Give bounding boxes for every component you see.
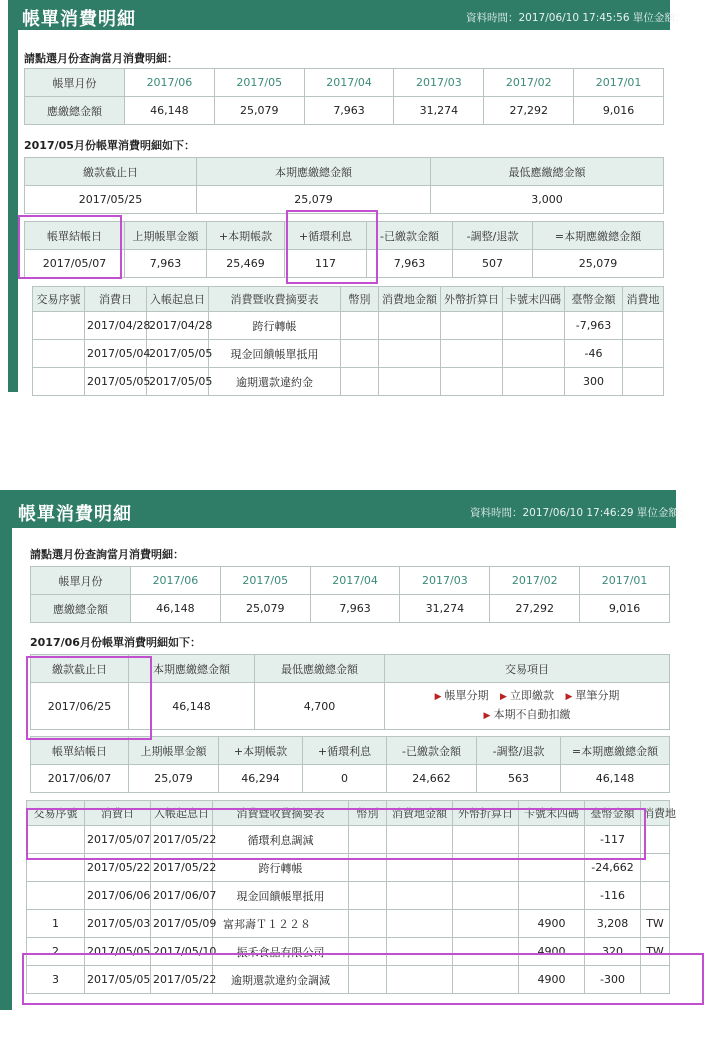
table-cell: 46,148: [125, 97, 215, 125]
table-cell: 跨行轉帳: [213, 854, 349, 882]
table-cell: 31,274: [394, 97, 484, 125]
table-cell: 117: [285, 250, 367, 278]
statement-table: [30, 736, 670, 793]
table-cell: 3: [27, 966, 85, 994]
table-cell: -24,662: [585, 854, 641, 882]
transaction-table: [32, 286, 664, 396]
table-cell: 0: [303, 765, 387, 793]
table-cell: 7,963: [304, 97, 394, 125]
table-cell: 2017/05/05: [85, 368, 147, 396]
table-cell: [341, 340, 379, 368]
table-header: 幣別: [341, 287, 379, 312]
table-cell: 富邦壽Ｔ１２２８: [213, 910, 349, 938]
table-cell: 27,292: [484, 97, 574, 125]
table-cell: 跨行轉帳: [209, 312, 341, 340]
table-cell: 2017/05/04: [85, 340, 147, 368]
bottom-content: [12, 528, 676, 1010]
table-cell: 現金回饋帳單抵用: [209, 340, 341, 368]
table-cell: 2017/05/22: [85, 854, 151, 882]
table-cell: [27, 882, 85, 910]
table-header: 帳單結帳日: [31, 737, 129, 765]
table-cell: 4900: [519, 910, 585, 938]
single-installment-link[interactable]: 單筆分期: [575, 689, 620, 702]
month-link-2017-04[interactable]: 2017/04: [304, 69, 394, 97]
table-cell: [387, 910, 453, 938]
table-cell: [379, 368, 441, 396]
month-link-2017-06[interactable]: 2017/06: [125, 69, 215, 97]
table-cell: 3,208: [585, 910, 641, 938]
table-cell: 2017/04/28: [147, 312, 209, 340]
highlight-box: [26, 656, 152, 740]
table-row: [31, 595, 670, 623]
month-link-2017-03[interactable]: 2017/03: [394, 69, 484, 97]
table-cell: 563: [477, 765, 561, 793]
installment-link[interactable]: 帳單分期: [444, 689, 489, 702]
table-cell: 2017/05/07: [85, 826, 151, 854]
page-title: 帳單消費明細: [18, 504, 132, 525]
table-row: [33, 287, 664, 312]
month-prompt: 請點選月份查詢當月消費明細：: [24, 52, 178, 65]
table-cell: 24,662: [387, 765, 477, 793]
table-cell: 2017/05/05: [85, 938, 151, 966]
table-header: 卡號末四碼: [519, 801, 585, 826]
table-header: 入帳起息日: [147, 287, 209, 312]
period-total: 25,079: [197, 186, 431, 214]
table-cell: 4900: [519, 966, 585, 994]
month-table: [24, 68, 664, 125]
table-cell: [519, 882, 585, 910]
table-header: 最低應繳總金額: [431, 158, 664, 186]
table-cell: 25,469: [207, 250, 285, 278]
table-header: +本期帳款: [207, 222, 285, 250]
table-cell: 2017/06/06: [85, 882, 151, 910]
table-row: [33, 340, 664, 368]
month-link-2017-05[interactable]: 2017/05: [214, 69, 304, 97]
highlight-box: [18, 215, 122, 279]
table-row: [27, 910, 670, 938]
table-header: 消費暨收費摘要表: [213, 801, 349, 826]
due-date: 2017/05/25: [25, 186, 197, 214]
highlight-box: [26, 808, 646, 860]
table-header: 消費日: [85, 287, 147, 312]
month-link-2017-02[interactable]: 2017/02: [490, 567, 580, 595]
table-cell: 25,079: [533, 250, 664, 278]
table-cell: 46,294: [219, 765, 303, 793]
table-header: 入帳起息日: [151, 801, 213, 826]
table-cell: 2017/05/07: [25, 250, 125, 278]
table-cell: [623, 340, 664, 368]
table-cell: TW: [641, 938, 670, 966]
bottom-header: [0, 490, 690, 528]
table-cell: 2017/05/10: [151, 938, 213, 966]
section-title: 2017/06月份帳單消費明細如下：: [30, 636, 201, 649]
table-cell: 2017/04/28: [85, 312, 147, 340]
table-row: [25, 97, 664, 125]
table-cell: 7,963: [125, 250, 207, 278]
table-cell: 2017/05/05: [85, 966, 151, 994]
month-row-label: 帳單月份: [31, 567, 131, 595]
table-cell: 2017/05/22: [151, 854, 213, 882]
table-cell: [441, 340, 503, 368]
table-cell: -300: [585, 966, 641, 994]
table-header: 臺幣金額: [565, 287, 623, 312]
table-cell: 507: [453, 250, 533, 278]
top-header: [8, 0, 686, 30]
table-header: 繳款截止日: [25, 158, 197, 186]
table-header: 消費暨收費摘要表: [209, 287, 341, 312]
month-row-label: 帳單月份: [25, 69, 125, 97]
table-header: 交易序號: [27, 801, 85, 826]
table-cell: [349, 882, 387, 910]
minimum-due: 4,700: [255, 683, 385, 730]
table-cell: [623, 312, 664, 340]
table-cell: [387, 882, 453, 910]
table-cell: 2017/06/07: [151, 882, 213, 910]
table-header: -調整/退款: [477, 737, 561, 765]
total-row-label: 應繳總金額: [31, 595, 131, 623]
section-title: 2017/05月份帳單消費明細如下：: [24, 139, 195, 152]
actions-line-2: [387, 706, 667, 725]
table-row: [31, 765, 670, 793]
table-cell: 2017/06/07: [31, 765, 129, 793]
table-cell: [503, 368, 565, 396]
table-cell: 逾期還款違約金調減: [213, 966, 349, 994]
table-cell: -46: [565, 340, 623, 368]
pay-now-link[interactable]: 立即繳款: [509, 689, 554, 702]
table-row: [33, 368, 664, 396]
table-cell: [441, 368, 503, 396]
table-row: [33, 312, 664, 340]
table-cell: [503, 312, 565, 340]
month-link-2017-04[interactable]: 2017/04: [310, 567, 400, 595]
table-cell: 7,963: [367, 250, 453, 278]
no-auto-debit-link[interactable]: 本期不自動扣繳: [493, 708, 571, 721]
table-row: [27, 882, 670, 910]
table-row: [31, 737, 670, 765]
table-header: +本期帳款: [219, 737, 303, 765]
table-cell: -117: [585, 826, 641, 854]
table-cell: 現金回饋帳單抵用: [213, 882, 349, 910]
table-cell: [453, 910, 519, 938]
table-header: 外幣折算日: [441, 287, 503, 312]
table-header: 上期帳單金額: [125, 222, 207, 250]
table-cell: 9,016: [580, 595, 670, 623]
table-cell: [623, 368, 664, 396]
table-header: 交易項目: [385, 655, 670, 683]
period-total: 46,148: [129, 683, 255, 730]
table-header: 消費地金額: [387, 801, 453, 826]
table-row: [31, 567, 670, 595]
month-link-2017-02[interactable]: 2017/02: [484, 69, 574, 97]
data-timestamp: 資料時間：2017/06/10 17:45:56 單位金額：: [466, 12, 686, 24]
triangle-right-icon: ▶: [434, 692, 442, 702]
table-cell: 46,148: [561, 765, 670, 793]
month-link-2017-05[interactable]: 2017/05: [220, 567, 310, 595]
table-cell: 逾期還款違約金: [209, 368, 341, 396]
table-header: 繳款截止日: [31, 655, 129, 683]
table-cell: 2017/05/09: [151, 910, 213, 938]
top-panel: [8, 0, 686, 392]
month-link-2017-06[interactable]: 2017/06: [131, 567, 221, 595]
table-cell: [453, 882, 519, 910]
table-cell: [341, 368, 379, 396]
table-header: -調整/退款: [453, 222, 533, 250]
table-header: =本期應繳總金額: [561, 737, 670, 765]
data-timestamp: 資料時間：2017/06/10 17:46:29 單位金額：: [470, 507, 690, 519]
table-cell: 循環利息調減: [213, 826, 349, 854]
table-cell: 25,079: [129, 765, 219, 793]
table-cell: 25,079: [220, 595, 310, 623]
table-row: [25, 158, 664, 186]
table-header: 臺幣金額: [585, 801, 641, 826]
table-cell: [341, 312, 379, 340]
month-link-2017-01[interactable]: 2017/01: [580, 567, 670, 595]
triangle-right-icon: ▶: [565, 692, 573, 702]
table-header: 本期應繳總金額: [197, 158, 431, 186]
table-header: 卡號末四碼: [503, 287, 565, 312]
table-cell: 300: [565, 368, 623, 396]
table-cell: [503, 340, 565, 368]
month-table: [30, 566, 670, 623]
table-cell: 9,016: [574, 97, 664, 125]
table-header: -已繳款金額: [367, 222, 453, 250]
triangle-right-icon: ▶: [500, 692, 507, 702]
table-header: =本期應繳總金額: [533, 222, 664, 250]
table-header: 帳單結帳日: [25, 222, 125, 250]
highlight-box: [286, 210, 378, 284]
table-cell: 27,292: [490, 595, 580, 623]
table-header: 本期應繳總金額: [129, 655, 255, 683]
table-cell: [349, 910, 387, 938]
page-title: 帳單消費明細: [22, 9, 136, 30]
table-cell: 2017/05/03: [85, 910, 151, 938]
table-cell: 2017/05/22: [151, 966, 213, 994]
table-header: 消費地金額: [379, 287, 441, 312]
table-cell: 4900: [519, 938, 585, 966]
bottom-panel: [0, 490, 690, 1010]
due-table: [24, 157, 664, 214]
actions-line-1: [387, 687, 667, 706]
table-header: -已繳款金額: [387, 737, 477, 765]
table-header: 消費地: [623, 287, 664, 312]
table-cell: 46,148: [131, 595, 221, 623]
table-header: 消費日: [85, 801, 151, 826]
table-cell: -116: [585, 882, 641, 910]
table-cell: -7,963: [565, 312, 623, 340]
table-cell: 31,274: [400, 595, 490, 623]
table-cell: [641, 882, 670, 910]
transaction-actions: [385, 683, 670, 730]
table-cell: TW: [641, 910, 670, 938]
table-cell: 1: [27, 910, 85, 938]
table-cell: 2: [27, 938, 85, 966]
table-cell: 25,079: [214, 97, 304, 125]
table-cell: [33, 340, 85, 368]
table-cell: 2017/05/05: [147, 340, 209, 368]
minimum-due: 3,000: [431, 186, 664, 214]
table-header: 幣別: [349, 801, 387, 826]
table-cell: 2017/05/22: [151, 826, 213, 854]
table-header: 外幣折算日: [453, 801, 519, 826]
table-header: 最低應繳總金額: [255, 655, 385, 683]
table-row: [25, 69, 664, 97]
table-cell: [379, 312, 441, 340]
table-header: +循環利息: [303, 737, 387, 765]
month-link-2017-03[interactable]: 2017/03: [400, 567, 490, 595]
table-cell: [33, 368, 85, 396]
due-date: 2017/06/25: [31, 683, 129, 730]
table-cell: [33, 312, 85, 340]
total-row-label: 應繳總金額: [25, 97, 125, 125]
table-header: +循環利息: [285, 222, 367, 250]
month-link-2017-01[interactable]: 2017/01: [574, 69, 664, 97]
table-cell: 2017/05/05: [147, 368, 209, 396]
table-cell: [441, 312, 503, 340]
table-header: 交易序號: [33, 287, 85, 312]
month-prompt: 請點選月份查詢當月消費明細：: [30, 548, 184, 561]
highlight-box: [22, 953, 704, 1005]
table-cell: [379, 340, 441, 368]
table-cell: 320: [585, 938, 641, 966]
table-cell: 7,963: [310, 595, 400, 623]
table-cell: 振禾食品有限公司: [213, 938, 349, 966]
table-header: 消費地: [641, 801, 670, 826]
table-header: 上期帳單金額: [129, 737, 219, 765]
triangle-right-icon: ▶: [483, 711, 491, 721]
